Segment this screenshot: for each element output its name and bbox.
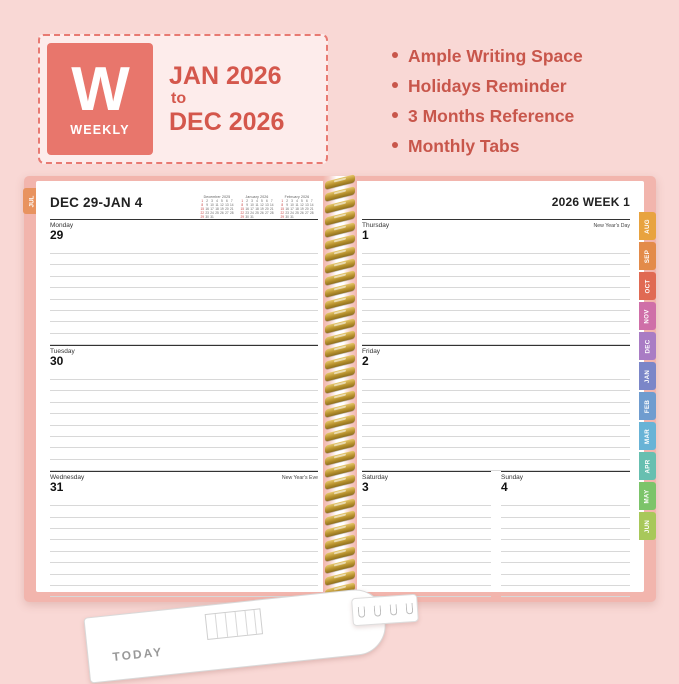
writing-line[interactable] (362, 563, 491, 574)
day-block-tuesday (50, 345, 318, 471)
day-number: 29 (50, 228, 64, 242)
month-tab-label: FEB (644, 399, 651, 413)
month-tab-label: DEC (644, 339, 651, 353)
writing-line[interactable] (501, 495, 630, 506)
writing-line[interactable] (362, 265, 630, 276)
feature-label: 3 Months Reference (408, 106, 575, 126)
month-tab-feb[interactable] (639, 392, 656, 420)
month-tab-label: APR (644, 459, 651, 473)
feature-label: Ample Writing Space (408, 46, 583, 66)
day-number: 3 (362, 480, 369, 495)
day-name: Tuesday (50, 348, 75, 356)
mini-calendar-title: December 2025 (203, 195, 231, 199)
left-page-header (50, 195, 318, 219)
holiday-note: New Year's Eve (281, 475, 318, 482)
feature-label: Holidays Reminder (408, 76, 567, 96)
bullet-dot-icon (392, 82, 398, 88)
feature-list (392, 46, 583, 166)
writing-line[interactable] (501, 586, 630, 597)
mini-calendars (200, 195, 314, 220)
writing-line[interactable] (50, 265, 318, 276)
writing-line[interactable] (362, 506, 491, 517)
writing-line[interactable] (362, 277, 630, 288)
writing-line[interactable] (50, 322, 318, 333)
month-tab-jun[interactable] (639, 512, 656, 540)
writing-line[interactable] (362, 495, 491, 506)
feature-item (392, 76, 583, 97)
page-marker-clip (351, 594, 419, 627)
writing-line[interactable] (50, 288, 318, 299)
planner-right-page (348, 181, 644, 592)
mini-calendar (200, 195, 234, 220)
mini-calendar (240, 195, 274, 220)
day-name: Monday (50, 222, 74, 229)
writing-line[interactable] (501, 529, 630, 540)
day-block-friday (362, 345, 630, 471)
weekend-row (362, 471, 630, 597)
month-tab-oct[interactable] (639, 272, 656, 300)
month-tab-label: JUN (644, 519, 651, 533)
writing-line[interactable] (50, 540, 318, 551)
writing-line[interactable] (50, 300, 318, 311)
planner-spread (24, 176, 656, 602)
day-block-monday (50, 219, 318, 345)
writing-line[interactable] (362, 414, 630, 425)
writing-line[interactable] (362, 300, 630, 311)
writing-line[interactable] (50, 495, 318, 506)
writing-line[interactable] (362, 243, 630, 254)
month-tab-apr[interactable] (639, 452, 656, 480)
writing-line[interactable] (362, 254, 630, 265)
day-number: 2 (362, 354, 369, 369)
writing-line[interactable] (362, 322, 630, 333)
writing-line[interactable] (362, 437, 630, 448)
holiday-note: New Year's Day (593, 223, 630, 229)
day-block-saturday (362, 471, 491, 597)
writing-line[interactable] (362, 380, 630, 391)
weekly-badge (47, 43, 153, 155)
day-name: Sunday (501, 474, 524, 482)
writing-lines[interactable] (50, 495, 318, 598)
day-name: Thursday (362, 222, 390, 229)
month-tab-label: OCT (644, 279, 651, 293)
month-tab-nov[interactable] (639, 302, 656, 330)
writing-line[interactable] (362, 369, 630, 380)
writing-line[interactable] (50, 369, 318, 380)
weekly-badge-word: WEEKLY (70, 123, 130, 138)
month-tab-label: AUG (644, 218, 651, 234)
writing-line[interactable] (501, 575, 630, 586)
writing-line[interactable] (362, 529, 491, 540)
writing-line[interactable] (501, 563, 630, 574)
day-number: 4 (501, 480, 508, 495)
date-range-text (169, 62, 284, 136)
writing-line[interactable] (50, 254, 318, 265)
writing-line[interactable] (501, 518, 630, 529)
date-range-start: JAN 2026 (169, 62, 282, 91)
writing-line[interactable] (50, 506, 318, 517)
writing-line[interactable] (362, 403, 630, 414)
writing-line[interactable] (50, 391, 318, 402)
month-tab-label: JUL (27, 195, 35, 207)
feature-label: Monthly Tabs (408, 136, 520, 156)
writing-lines[interactable] (501, 495, 630, 598)
mini-calendar-grid: 1 2 3 4 5 6 7 8 9 10 11 12 13 14 15 16 17 18 19 20 21 22 23 24 25 26 27 28 29 30 31 (280, 199, 314, 220)
writing-line[interactable] (50, 563, 318, 574)
writing-line[interactable] (362, 448, 630, 459)
writing-line[interactable] (50, 243, 318, 254)
writing-line[interactable] (362, 552, 491, 563)
writing-line[interactable] (362, 575, 491, 586)
month-tab-label: JAN (644, 369, 651, 383)
spiral-binding (323, 176, 357, 602)
day-number: 31 (50, 480, 64, 495)
bullet-dot-icon (392, 112, 398, 118)
writing-line[interactable] (50, 552, 318, 563)
day-name: Wednesday (50, 474, 85, 482)
day-number: 1 (362, 228, 369, 242)
month-tab-label: SEP (644, 249, 651, 263)
writing-lines[interactable] (362, 369, 630, 472)
writing-line[interactable] (50, 334, 318, 345)
date-range-end: DEC 2026 (169, 107, 285, 136)
writing-line[interactable] (362, 540, 491, 551)
right-page-header (362, 195, 630, 219)
mini-calendar-grid: 1 2 3 4 5 6 7 8 9 10 11 12 13 14 15 16 17 18 19 20 21 22 23 24 25 26 27 28 29 30 31 (240, 199, 274, 220)
month-tab-label: MAY (644, 488, 651, 504)
day-block-thursday (362, 219, 630, 345)
feature-item (392, 46, 583, 67)
month-tab-mar[interactable] (639, 422, 656, 450)
weekly-badge-letter: W (71, 54, 129, 124)
weekly-date-range-banner (38, 34, 328, 164)
writing-line[interactable] (50, 437, 318, 448)
ruler-today-label: TODAY (111, 644, 164, 664)
writing-line[interactable] (362, 518, 491, 529)
writing-line[interactable] (362, 334, 630, 345)
writing-lines[interactable] (362, 243, 630, 346)
feature-item (392, 136, 583, 157)
writing-lines[interactable] (50, 369, 318, 472)
writing-line[interactable] (362, 391, 630, 402)
week-number-label: 2026 WEEK 1 (551, 195, 630, 209)
writing-line[interactable] (50, 575, 318, 586)
writing-line[interactable] (50, 448, 318, 459)
planner-left-page (36, 181, 332, 592)
mini-calendar-title: January 2026 (245, 195, 269, 199)
writing-line[interactable] (50, 529, 318, 540)
month-tab-aug[interactable] (639, 212, 656, 240)
month-tab-jan[interactable] (639, 362, 656, 390)
month-tab-dec[interactable] (639, 332, 656, 360)
writing-line[interactable] (50, 586, 318, 597)
date-range-connector: to (171, 90, 187, 108)
month-tab-may[interactable] (639, 482, 656, 510)
writing-line[interactable] (501, 552, 630, 563)
month-tabs (639, 212, 657, 542)
writing-line[interactable] (362, 426, 630, 437)
day-name: Friday (362, 348, 381, 356)
feature-item (392, 106, 583, 127)
writing-line[interactable] (501, 540, 630, 551)
writing-lines[interactable] (50, 243, 318, 346)
day-block-wednesday (50, 471, 318, 597)
day-number: 30 (50, 354, 64, 369)
bullet-dot-icon (392, 52, 398, 58)
writing-line[interactable] (50, 277, 318, 288)
day-block-sunday (501, 471, 630, 597)
writing-line[interactable] (362, 311, 630, 322)
month-tab-label: MAR (644, 428, 651, 444)
writing-line[interactable] (50, 426, 318, 437)
writing-lines[interactable] (362, 495, 491, 598)
writing-line[interactable] (362, 460, 630, 471)
writing-line[interactable] (50, 518, 318, 529)
writing-line[interactable] (50, 403, 318, 414)
writing-line[interactable] (50, 414, 318, 425)
week-date-range: DEC 29-JAN 4 (50, 195, 143, 210)
writing-line[interactable] (362, 288, 630, 299)
bullet-dot-icon (392, 142, 398, 148)
writing-line[interactable] (50, 311, 318, 322)
mini-calendar (280, 195, 314, 220)
month-tab-label: NOV (644, 308, 651, 324)
mini-calendar-grid: 1 2 3 4 5 6 7 8 9 10 11 12 13 14 15 16 17 18 19 20 21 22 23 24 25 26 27 28 29 30 31 (200, 199, 234, 220)
ruler-slot (205, 608, 263, 640)
month-tab-sep[interactable] (639, 242, 656, 270)
writing-line[interactable] (50, 460, 318, 471)
day-name: Saturday (362, 474, 389, 482)
writing-line[interactable] (50, 380, 318, 391)
mini-calendar-title: February 2026 (284, 195, 310, 199)
writing-line[interactable] (501, 506, 630, 517)
